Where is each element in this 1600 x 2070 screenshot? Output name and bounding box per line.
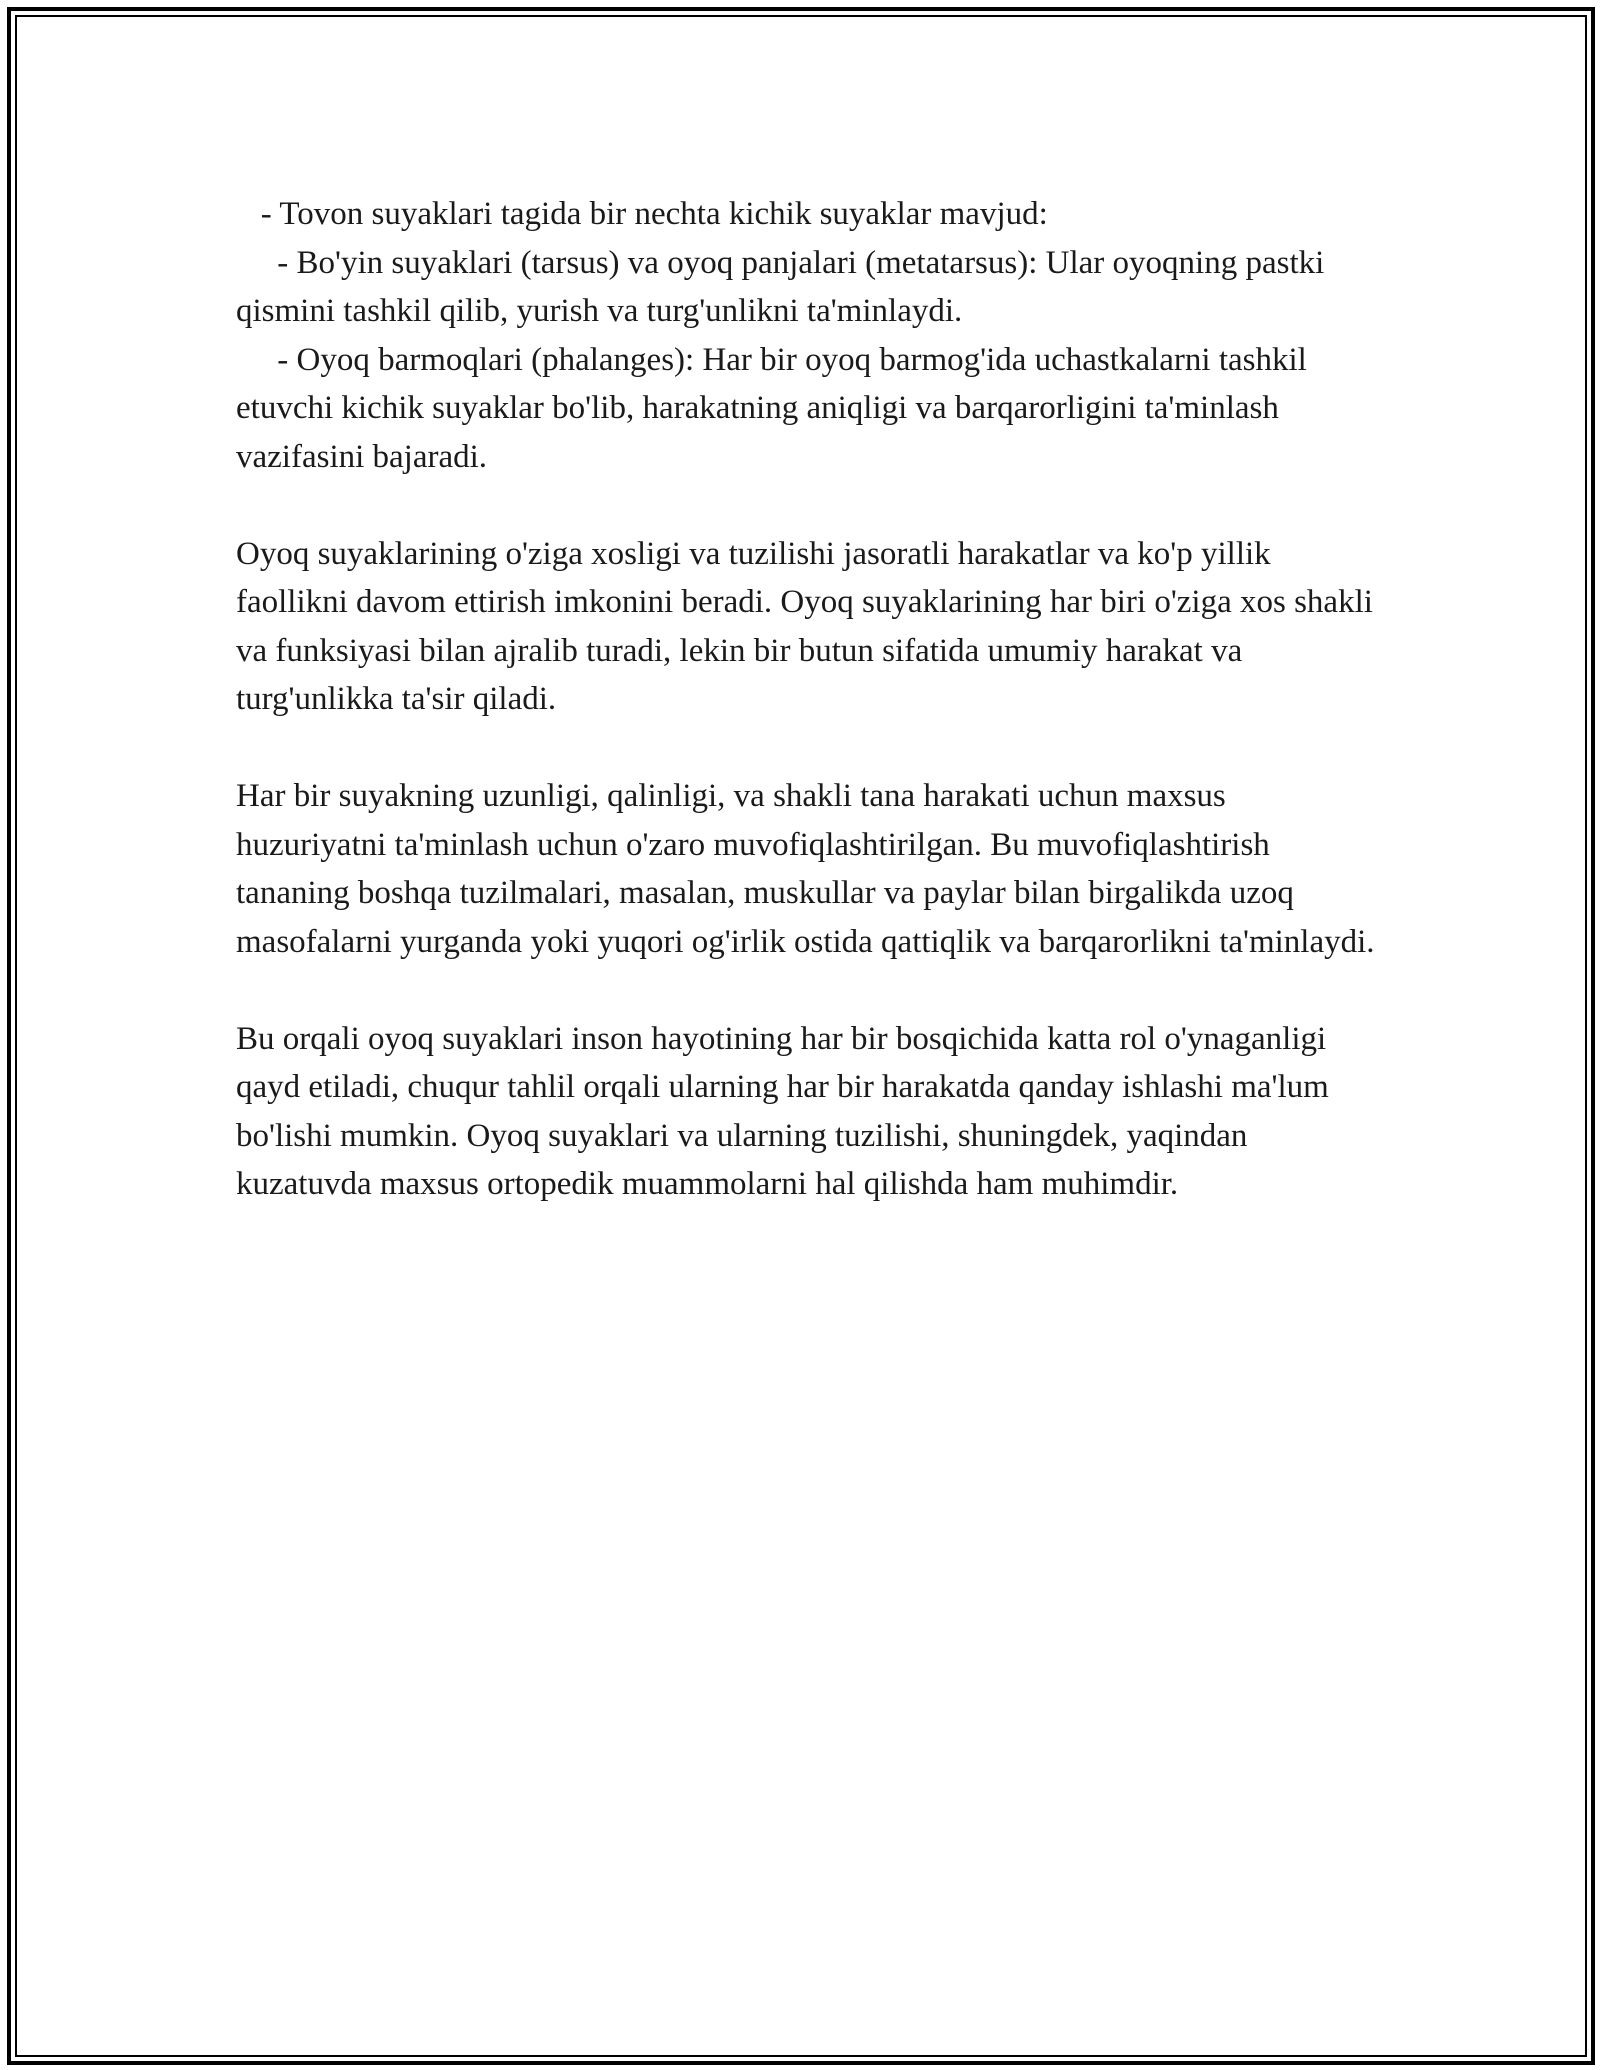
paragraph-spacer	[236, 724, 1376, 773]
paragraph-bone-coordination: Har bir suyakning uzunligi, qalinligi, va shakli tana harakati uchun maxsus huzuriyatni ta'minlash uchun o'zaro muvofiqlashtirilgan. Bu muvofiqlashtirish tananing boshqa tuzilmalari, masalan, muskullar va paylar bilan birgalikda uzoq masofalarni yurganda yoki yuqori og'irlik ostida qattiqlik va barqarorlikni ta'minlaydi.	[236, 778, 1375, 960]
paragraph-spacer	[236, 966, 1376, 1015]
paragraph-foot-bones-list: - Tovon suyaklari tagida bir nechta kichik suyaklar mavjud: - Bo'yin suyaklari (tarsus) va oyoq panjalari (metatarsus): Ular oyoqning pastki qismini tashkil qilib, yurish va turg'unlikni ta'minlaydi. - Oyoq barmoqlari (phalanges): Har bir oyoq barmog'ida uchastkalarni tashkil etuvchi kichik suyaklar bo'lib, harakatning aniqligi va barqarorligini ta'minlash vazifasini bajaradi.	[236, 196, 1325, 475]
paragraph-spacer	[236, 481, 1376, 530]
paragraph-conclusion: Bu orqali oyoq suyaklari inson hayotining har bir bosqichida katta rol o'ynaganligi qayd etiladi, chuqur tahlil orqali ularning har bir harakatda qanday ishlashi ma'lum bo'lishi mumkin. Oyoq suyaklari va ularning tuzilishi, shuningdek, yaqindan kuzatuvda maxsus ortopedik muammolarni hal qilishda ham muhimdir.	[236, 1020, 1338, 1202]
document-body	[236, 190, 1382, 1209]
paragraph-foot-bones-uniqueness: Oyoq suyaklarining o'ziga xosligi va tuzilishi jasoratli harakatlar va ko'p yillik faollikni davom ettirish imkonini beradi. Oyoq suyaklarining har biri o'ziga xos shakli va funksiyasi bilan ajralib turadi, lekin bir butun sifatida umumiy harakat va turg'unlikka ta'sir qiladi.	[236, 535, 1382, 717]
